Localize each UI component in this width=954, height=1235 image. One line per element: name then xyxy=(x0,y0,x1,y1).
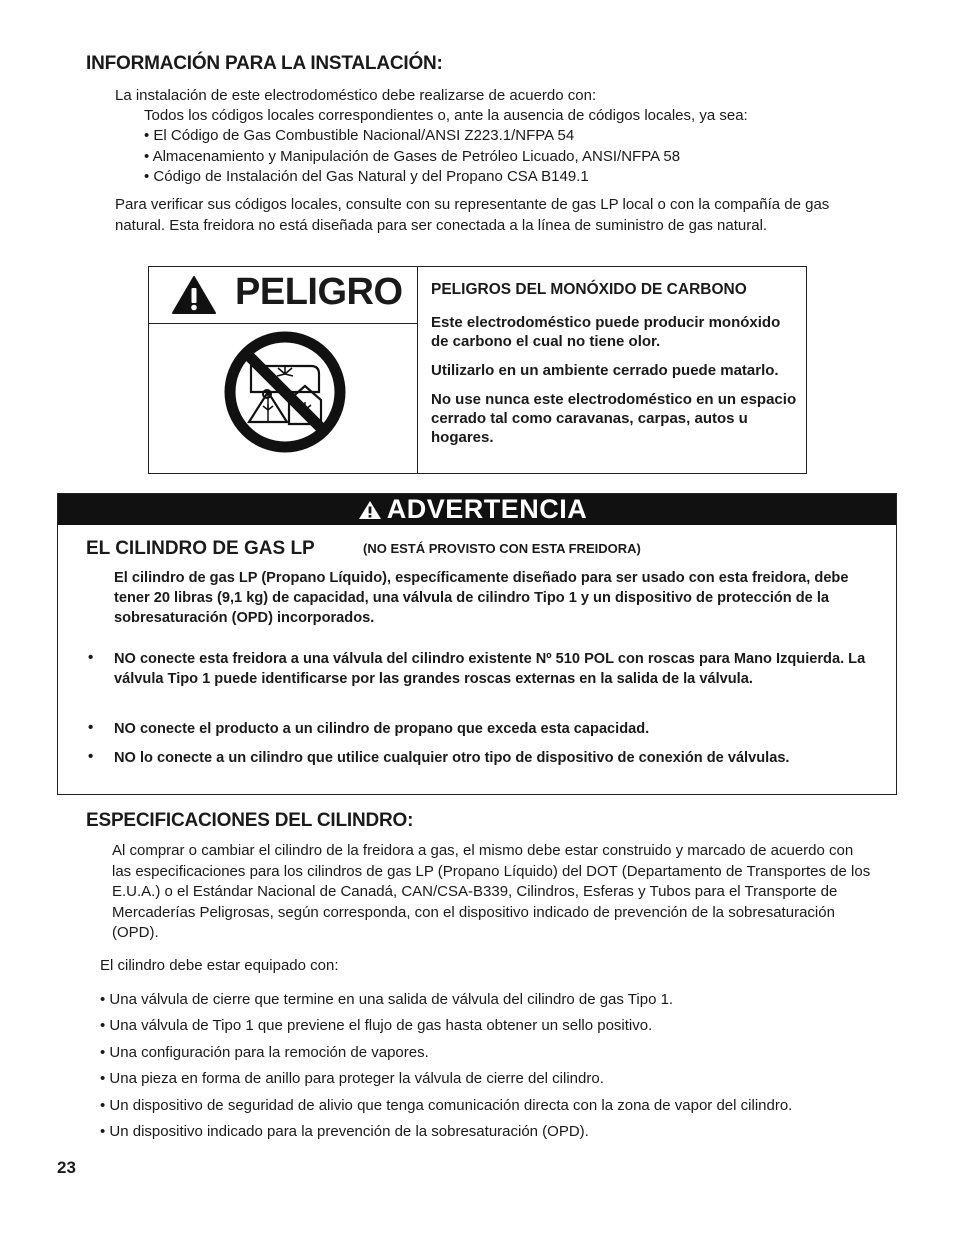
specs-intro: Al comprar o cambiar el cilindro de la freidora a gas, el mismo debe estar construido y marcado de acuerdo con las especificaciones para los cilindros de gas LP (Propano Líquido) del DOT (Departamento de Transportes de los E.U.A.) o el Estándar Nacional de Canadá, CAN/CSA-B339, Cilindros, Esferas y Tubos para el Transporte de Mercaderías Peligrosas, según corresponda, con el dispositivo indicado de prevención de la sobresaturación (OPD). xyxy=(112,842,871,941)
install-intro: La instalación de este electrodoméstico debe realizarse de acuerdo con: xyxy=(115,87,597,104)
warning-box xyxy=(57,493,897,795)
danger-left-panel xyxy=(149,267,418,473)
code-item: • Almacenamiento y Manipulación de Gases de Petróleo Licuado, ANSI/NFPA 58 xyxy=(144,148,681,165)
warning-bullet-text: NO conecte esta freidora a una válvula del cilindro existente Nº 510 POL con roscas para Mano Izquierda. La válvula Tipo 1 puede identificarse por las grandes roscas externas en la salida de la válvula. xyxy=(114,651,866,687)
danger-paragraph: Utilizarlo en un ambiente cerrado puede matarlo. xyxy=(431,362,779,379)
spec-item: • Un dispositivo de seguridad de alivio que tenga comunicación directa con la zona de vapor del cilindro. xyxy=(100,1097,793,1114)
install-verify-text: Para verificar sus códigos locales, consulte con su representante de gas LP local o con la compañía de gas natural. Esta freidora no está diseñada para ser conectada a la línea de suministro de gas natural. xyxy=(115,196,830,234)
bullet-symbol: • xyxy=(88,719,94,736)
warning-subnote: (NO ESTÁ PROVISTO CON ESTA FREIDORA) xyxy=(363,541,641,556)
spec-item: • Una válvula de cierre que termine en una salida de válvula del cilindro de gas Tipo 1. xyxy=(100,991,674,1008)
danger-paragraph: Este electrodoméstico puede producir monóxido de carbono el cual no tiene olor. xyxy=(431,314,781,350)
warning-bullet-text: NO lo conecte a un cilindro que utilice cualquier otro tipo de dispositivo de conexión de válvulas. xyxy=(114,750,790,766)
danger-heading: PELIGROS DEL MONÓXIDO DE CARBONO xyxy=(431,281,747,298)
warning-subheading: EL CILINDRO DE GAS LP xyxy=(86,538,315,559)
danger-text-panel xyxy=(431,281,801,457)
warning-intro: El cilindro de gas LP (Propano Líquido), específicamente diseñado para ser usado con esta freidora, debe tener 20 libras (9,1 kg) de capacidad, una válvula de cilindro Tipo 1 y un dispositivo de protección de la sobresaturación (OPD) incorporados. xyxy=(114,570,849,626)
specs-equipped: El cilindro debe estar equipado con: xyxy=(100,957,339,974)
specs-heading: ESPECIFICACIONES DEL CILINDRO: xyxy=(86,810,414,831)
install-codes-line: Todos los códigos locales correspondientes o, ante la ausencia de códigos locales, ya sea: xyxy=(144,107,748,124)
spec-item: • Una válvula de Tipo 1 que previene el flujo de gas hasta obtener un sello positivo. xyxy=(100,1017,653,1034)
danger-paragraph: No use nunca este electrodoméstico en un espacio cerrado tal como caravanas, carpas, autos u hogares. xyxy=(431,391,797,446)
bullet-symbol: • xyxy=(88,748,94,765)
code-item: • Código de Instalación del Gas Natural y del Propano CSA B149.1 xyxy=(144,168,589,185)
no-enclosed-space-icon xyxy=(223,330,347,454)
bullet-symbol: • xyxy=(88,649,94,666)
warning-bullet-text: NO conecte el producto a un cilindro de propano que exceda esta capacidad. xyxy=(114,721,650,737)
code-item: • El Código de Gas Combustible Nacional/ANSI Z223.1/NFPA 54 xyxy=(144,127,575,144)
spec-item: • Un dispositivo indicado para la prevención de la sobresaturación (OPD). xyxy=(100,1123,589,1140)
exclamation-triangle-icon xyxy=(171,275,217,315)
danger-title: PELIGRO xyxy=(235,271,403,313)
danger-title-row xyxy=(149,267,417,324)
warning-title-bar xyxy=(58,494,896,525)
page-number: 23 xyxy=(57,1158,76,1177)
install-heading: INFORMACIÓN PARA LA INSTALACIÓN: xyxy=(86,53,443,74)
spec-item: • Una pieza en forma de anillo para proteger la válvula de cierre del cilindro. xyxy=(100,1070,604,1087)
warning-title: ADVERTENCIA xyxy=(386,494,588,524)
spec-item: • Una configuración para la remoción de vapores. xyxy=(100,1044,429,1061)
danger-box xyxy=(148,266,807,474)
